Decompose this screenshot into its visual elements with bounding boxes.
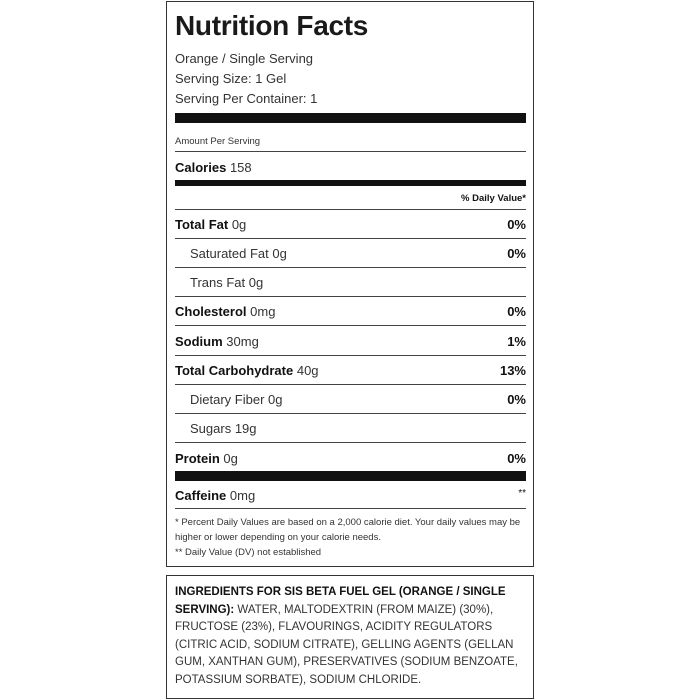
servings-per-container: Serving Per Container: 1 xyxy=(175,91,318,106)
nutrient-row-total-fat: Total Fat 0g 0% xyxy=(175,217,526,232)
nutrient-row-trans-fat: Trans Fat 0g xyxy=(190,275,264,290)
divider xyxy=(175,209,526,210)
serving-size: Serving Size: 1 Gel xyxy=(175,71,287,86)
ingredients-text xyxy=(175,584,523,690)
divider xyxy=(175,384,526,385)
ingredients-list: WATER, MALTODEXTRIN (FROM MAIZE) (30%), FRUCTOSE (23%), FLAVOURINGS, ACIDITY REGULATORS (CITRIC ACID, SODIUM CITRATE), GELLING AGENTS (GELLAN GUM, XANTHAN GUM), PRESERVATIVES (SODIUM BENZOATE, POTASSIUM SORBATE), SODIUM CHLORIDE. xyxy=(175,603,518,686)
nutrient-row-sugars: Sugars 19g xyxy=(190,421,257,436)
amount-per-serving: Amount Per Serving xyxy=(175,136,261,147)
calories-label: Calories 158 xyxy=(175,160,252,175)
divider xyxy=(175,355,526,356)
ingredients-heading: INGREDIENTS FOR SIS BETA FUEL GEL (ORANGE / SINGLE SERVING): xyxy=(175,586,506,616)
nutrient-row-sodium: Sodium 30mg 1% xyxy=(175,334,526,349)
nutrient-row-protein: Protein 0g 0% xyxy=(175,451,526,466)
daily-value-header: % Daily Value* xyxy=(461,193,526,204)
medium-divider xyxy=(175,180,526,186)
nutrient-row-total-carbohydrate: Total Carbohydrate 40g 13% xyxy=(175,363,526,378)
nutrition-facts-title: Nutrition Facts xyxy=(175,10,369,41)
divider xyxy=(175,151,526,152)
divider xyxy=(175,296,526,297)
nutrition-facts-panel xyxy=(166,1,534,567)
nutrient-row-caffeine: Caffeine 0mg ** xyxy=(175,488,526,503)
calories-value: 158 xyxy=(229,160,252,175)
divider xyxy=(175,238,526,239)
divider xyxy=(175,325,526,326)
divider xyxy=(175,508,526,509)
daily-value-footnote: * Percent Daily Values are based on a 2,000 calorie diet. Your daily values may be higher or lower depending on your calorie needs. xyxy=(175,517,521,543)
thick-divider xyxy=(175,471,526,481)
nutrient-row-dietary-fiber: Dietary Fiber 0g 0% xyxy=(190,392,526,407)
divider xyxy=(175,442,526,443)
ingredients-panel xyxy=(166,575,534,699)
thick-divider xyxy=(175,113,526,123)
calories-row xyxy=(175,160,526,178)
dv-not-established-footnote: ** Daily Value (DV) not established xyxy=(175,547,322,558)
product-variant: Orange / Single Serving xyxy=(175,51,314,66)
divider xyxy=(175,413,526,414)
divider xyxy=(175,267,526,268)
nutrient-row-saturated-fat: Saturated Fat 0g 0% xyxy=(190,246,526,261)
nutrient-row-cholesterol: Cholesterol 0mg 0% xyxy=(175,304,526,319)
